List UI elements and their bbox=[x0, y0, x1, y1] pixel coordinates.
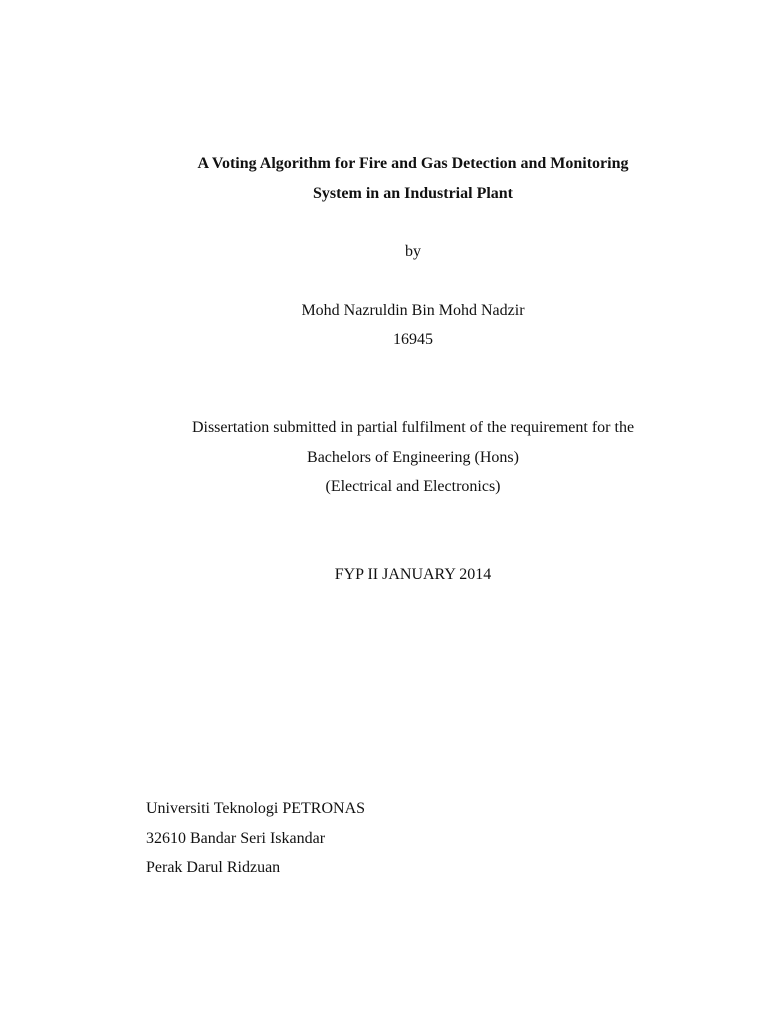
program-line: (Electrical and Electronics) bbox=[325, 478, 501, 495]
postcode-town: 32610 Bandar Seri Iskandar bbox=[146, 830, 326, 847]
by-label: by bbox=[405, 243, 421, 260]
degree-line: Bachelors of Engineering (Hons) bbox=[307, 449, 519, 466]
title-line-2: System in an Industrial Plant bbox=[312, 185, 514, 202]
university-name: Universiti Teknologi PETRONAS bbox=[146, 800, 366, 817]
student-id: 16945 bbox=[393, 331, 433, 348]
state-name: Perak Darul Ridzuan bbox=[146, 859, 281, 876]
author-name: Mohd Nazruldin Bin Mohd Nadzir bbox=[301, 302, 525, 319]
title-line-1: A Voting Algorithm for Fire and Gas Detection and Monitoring bbox=[197, 155, 629, 172]
term-label: FYP II JANUARY 2014 bbox=[334, 566, 492, 583]
submission-line-1: Dissertation submitted in partial fulfilment of the requirement for the bbox=[191, 419, 635, 436]
